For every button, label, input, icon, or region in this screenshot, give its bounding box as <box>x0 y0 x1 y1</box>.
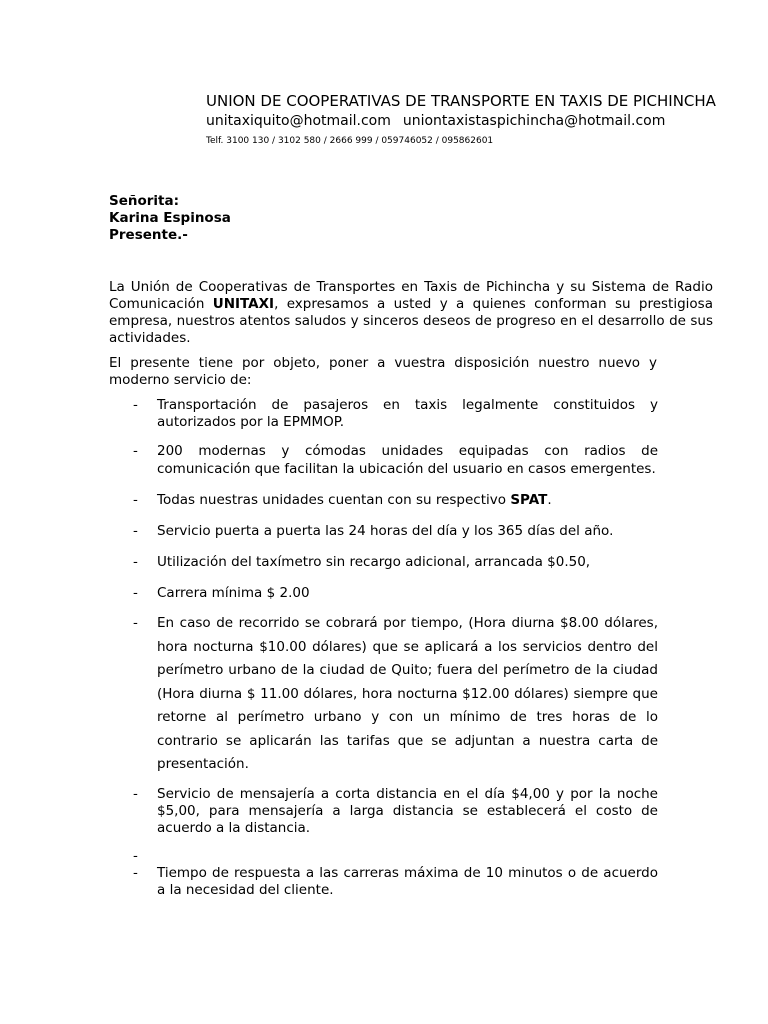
contact-emails <box>206 112 716 130</box>
list-item: - Transportación de pasajeros en taxis legalmente constituidos y autorizados por la EPMMOP. <box>133 397 658 431</box>
letterhead <box>206 92 716 147</box>
recipient-block <box>109 193 231 244</box>
intro-text-end: , expresamos a usted y a quienes conforman su prestigiosa empresa, nuestros atentos saludos y sinceros deseos de progreso en el desarrollo de sus actividades. <box>109 296 713 346</box>
intro-text-start: La Unión de Cooperativas de Transportes en Taxis de Pichincha y su Sistema de Radio Comunicación <box>109 279 713 312</box>
recipient-name: Karina Espinosa <box>109 210 231 226</box>
list-item: - Todas nuestras unidades cuentan con su respectivo SPAT. <box>133 492 658 509</box>
list-item: - Carrera mínima $ 2.00 <box>133 585 658 602</box>
services-list <box>133 397 658 899</box>
list-item: - 200 modernas y cómodas unidades equipadas con radios de comunicación que facilitan la ubicación del usuario en casos emergentes. <box>133 443 658 478</box>
list-item: - Servicio puerta a puerta las 24 horas del día y los 365 días del año. <box>133 523 658 540</box>
brand-name: UNITAXI <box>212 296 275 312</box>
list-item: - En caso de recorrido se cobrará por tiempo, (Hora diurna $8.00 dólares, hora nocturna $10.00 dólares) que se aplicará a los servicios dentro del perímetro urbano de la ciudad de Quito; fuera del perímetro de la ciudad (Hora diurna $ 11.00 dólares, hora nocturna $12.00 dólares) siempre que retorne al perímetro urbano y con un mínimo de tres horas de lo contrario se aplicarán las tarifas que se adjuntan a nuestra carta de presentación. <box>133 612 658 777</box>
organization-name: UNION DE COOPERATIVAS DE TRANSPORTE EN TAXIS DE PICHINCHA <box>206 92 716 110</box>
spat-label: SPAT <box>510 492 548 508</box>
email-secondary: uniontaxistaspichincha@hotmail.com <box>402 113 666 129</box>
list-item: - Tiempo de respuesta a las carreras máxima de 10 minutos o de acuerdo a la necesidad del cliente. <box>133 865 658 899</box>
list-item: - Servicio de mensajería a corta distancia en el día $4,00 y por la noche $5,00, para mensajería a larga distancia se establecerá el costo de acuerdo a la distancia. <box>133 786 658 837</box>
email-primary: unitaxiquito@hotmail.com <box>206 113 391 129</box>
list-item: - Utilización del taxímetro sin recargo adicional, arrancada $0.50, <box>133 554 658 571</box>
salutation: Señorita: <box>109 193 180 209</box>
purpose-paragraph: El presente tiene por objeto, poner a vuestra disposición nuestro nuevo y moderno servicio de: <box>109 355 657 388</box>
closing-line: Presente.- <box>109 227 188 243</box>
list-item-empty <box>133 848 658 865</box>
intro-paragraph <box>109 279 713 347</box>
phone-numbers: Telf. 3100 130 / 3102 580 / 2666 999 / 059746052 / 095862601 <box>206 136 494 146</box>
